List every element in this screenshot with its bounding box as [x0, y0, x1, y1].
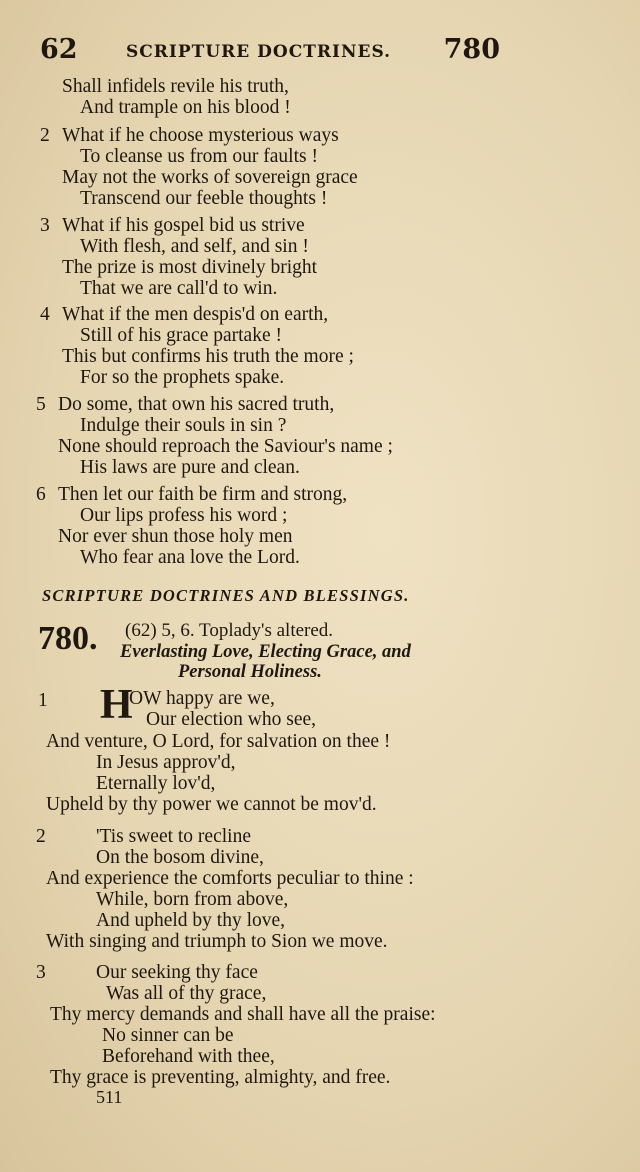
verse-number: 1	[38, 690, 48, 711]
verse-line: Indulge their souls in sin ?	[80, 415, 287, 436]
verse-line: Transcend our feeble thoughts !	[80, 188, 328, 209]
verse-line: In Jesus approv'd,	[96, 752, 236, 773]
verse-line: And experience the comforts peculiar to thine :	[46, 868, 414, 889]
verse-line: None should reproach the Saviour's name ;	[58, 436, 393, 457]
hymn-meta: (62) 5, 6. Toplady's altered.	[125, 620, 334, 641]
page-number: 62	[40, 34, 78, 65]
verse-line: Eternally lov'd,	[96, 773, 216, 794]
verse-line: And trample on his blood !	[80, 97, 291, 118]
verse-line: The prize is most divinely bright	[62, 257, 318, 278]
verse-line: What if he choose mysterious ways	[62, 125, 339, 146]
verse-line: For so the prophets spake.	[80, 367, 285, 388]
verse-line: Thy mercy demands and shall have all the praise:	[50, 1004, 436, 1025]
verse-line: Was all of thy grace,	[106, 983, 267, 1004]
verse-line: And upheld by thy love,	[96, 910, 286, 931]
hymn-number: 780.	[38, 620, 98, 657]
drop-cap: H	[100, 682, 133, 728]
page-header	[40, 34, 500, 68]
verse-line: Thy grace is preventing, almighty, and free.	[50, 1067, 391, 1088]
verse-line: While, born from above,	[96, 889, 289, 910]
verse-line: Beforehand with thee,	[102, 1046, 275, 1067]
verse-line: With singing and triumph to Sion we move.	[46, 931, 388, 952]
verse-line: No sinner can be	[102, 1025, 234, 1046]
verse-line: Do some, that own his sacred truth,	[58, 394, 335, 415]
section-title: SCRIPTURE DOCTRINES AND BLESSINGS.	[42, 586, 410, 605]
verse-line: This but confirms his truth the more ;	[62, 346, 354, 367]
verse-number: 3	[40, 215, 50, 236]
verse-line: 'Tis sweet to recline	[96, 826, 251, 847]
verse-line: Upheld by thy power we cannot be mov'd.	[46, 794, 377, 815]
verse-line: On the bosom divine,	[96, 847, 264, 868]
verse-line: Our seeking thy face	[96, 962, 258, 983]
header-hymn-number: 780	[443, 34, 500, 65]
verse-line: What if his gospel bid us strive	[62, 215, 305, 236]
verse-line: OW happy are we,	[129, 688, 275, 709]
signature-mark: 511	[96, 1087, 123, 1107]
verse-line: May not the works of sovereign grace	[62, 167, 358, 188]
verse-line: Shall infidels revile his truth,	[62, 76, 289, 97]
verse-line: With flesh, and self, and sin !	[80, 236, 309, 257]
verse-line: Our lips profess his word ;	[80, 505, 288, 526]
verse-number: 5	[36, 394, 46, 415]
verse-line: Then let our faith be firm and strong,	[58, 484, 348, 505]
verse-line: To cleanse us from our faults !	[80, 146, 318, 167]
verse-number: 2	[40, 125, 50, 146]
verse-number: 2	[36, 826, 46, 847]
hymn-subtitle-line1: Everlasting Love, Electing Grace, and	[120, 642, 411, 662]
hymn-subtitle-line2: Personal Holiness.	[178, 662, 322, 682]
running-title: SCRIPTURE DOCTRINES.	[126, 42, 392, 62]
verse-number: 6	[36, 484, 46, 505]
verse-line: His laws are pure and clean.	[80, 457, 300, 478]
verse-line: That we are call'd to win.	[80, 278, 278, 299]
verse-line: Still of his grace partake !	[80, 325, 282, 346]
verse-line: Nor ever shun those holy men	[58, 526, 293, 547]
verse-line: And venture, O Lord, for salvation on thee !	[46, 731, 391, 752]
verse-line: Who fear ana love the Lord.	[80, 547, 300, 568]
verse-number: 4	[40, 304, 50, 325]
verse-number: 3	[36, 962, 46, 983]
verse-line: Our election who see,	[146, 709, 317, 730]
verse-line: What if the men despis'd on earth,	[62, 304, 329, 325]
